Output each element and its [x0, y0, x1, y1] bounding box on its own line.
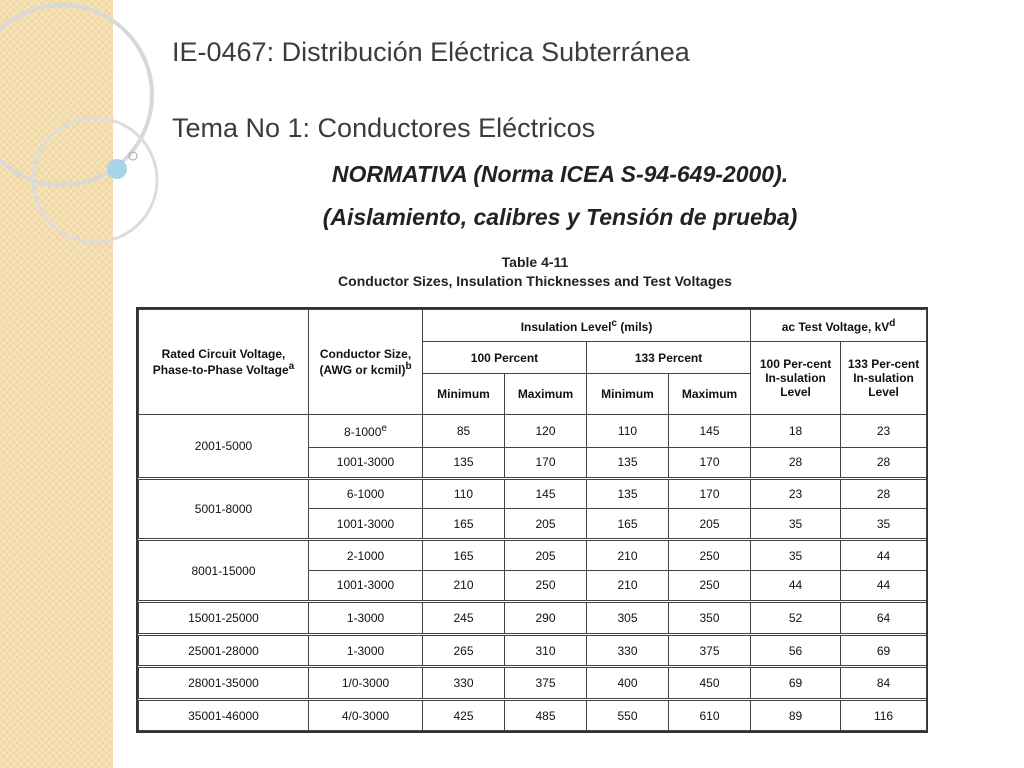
table-cell: 35 — [751, 509, 841, 540]
table-cell: 116 — [841, 700, 927, 731]
table-cell: 52 — [751, 601, 841, 634]
table-cell: 85 — [423, 415, 505, 448]
cell-voltage: 2001-5000 — [139, 415, 309, 479]
header-rated-voltage: Rated Circuit Voltage, Phase-to-Phase Voltage$^a$ — [139, 310, 309, 415]
table-cell: 205 — [505, 509, 587, 540]
table-row — [139, 415, 927, 448]
table-cell: 375 — [505, 667, 587, 700]
table-cell: 89 — [751, 700, 841, 731]
header-min-100: Minimum — [423, 374, 505, 415]
table-cell: 375 — [669, 634, 751, 667]
cell-voltage: 25001-28000 — [139, 634, 309, 667]
table-cell: 1001-3000 — [309, 509, 423, 540]
table-cell: 305 — [587, 601, 669, 634]
table-cell: 28 — [841, 447, 927, 478]
table-cell: 84 — [841, 667, 927, 700]
table-cell: 69 — [841, 634, 927, 667]
table-cell: 23 — [841, 415, 927, 448]
table-cell: 290 — [505, 601, 587, 634]
table-cell: 44 — [841, 540, 927, 571]
header-max-133: Maximum — [669, 374, 751, 415]
insulation-table — [136, 307, 928, 733]
subtitle-description: (Aislamiento, calibres y Tensión de prueba) — [322, 204, 798, 230]
table-row — [139, 700, 927, 731]
table-cell: 170 — [669, 447, 751, 478]
table-cell: 165 — [423, 540, 505, 571]
cell-voltage: 5001-8000 — [139, 478, 309, 540]
cell-voltage: 15001-25000 — [139, 601, 309, 634]
table-cell: 1001-3000 — [309, 447, 423, 478]
table-cell: 64 — [841, 601, 927, 634]
table-cell: 205 — [669, 509, 751, 540]
table-cell: 550 — [587, 700, 669, 731]
header-tv-100: 100 Per-cent In-sulation Level — [751, 342, 841, 415]
header-max-100: Maximum — [505, 374, 587, 415]
cell-voltage: 8001-15000 — [139, 540, 309, 602]
header-100-percent: 100 Percent — [423, 342, 587, 374]
table-cell: 56 — [751, 634, 841, 667]
header-min-133: Minimum — [587, 374, 669, 415]
table-row — [139, 540, 927, 571]
table-caption: Conductor Sizes, Insulation Thicknesses and Test Voltages — [338, 273, 732, 289]
table-cell: 170 — [505, 447, 587, 478]
table-cell: 35 — [751, 540, 841, 571]
slide-topic: Tema No 1: Conductores Eléctricos — [172, 113, 596, 143]
table-cell: 450 — [669, 667, 751, 700]
cell-voltage: 28001-35000 — [139, 667, 309, 700]
table-cell: 69 — [751, 667, 841, 700]
table-cell: 110 — [423, 478, 505, 509]
table-cell: 23 — [751, 478, 841, 509]
table-cell: 310 — [505, 634, 587, 667]
table-cell: 250 — [669, 571, 751, 602]
cell-voltage: 35001-46000 — [139, 700, 309, 731]
table-cell: 4/0-3000 — [309, 700, 423, 731]
table-cell: 18 — [751, 415, 841, 448]
table-cell: 165 — [587, 509, 669, 540]
table-cell: 8-1000e — [309, 415, 423, 448]
table-cell: 205 — [505, 540, 587, 571]
table-row — [139, 478, 927, 509]
table-cell: 210 — [587, 540, 669, 571]
table-cell: 170 — [669, 478, 751, 509]
table-cell: 44 — [751, 571, 841, 602]
header-conductor-size: Conductor Size, (AWG or kcmil)$^b$ — [309, 310, 423, 415]
table-cell: 28 — [841, 478, 927, 509]
table-cell: 165 — [423, 509, 505, 540]
table-cell: 610 — [669, 700, 751, 731]
table-cell: 1-3000 — [309, 634, 423, 667]
header-test-voltage: ac Test Voltage, $kV^d$ — [751, 310, 927, 342]
table-cell: 1/0-3000 — [309, 667, 423, 700]
table-cell: 145 — [505, 478, 587, 509]
table-cell: 425 — [423, 700, 505, 731]
table-cell: 1001-3000 — [309, 571, 423, 602]
table-cell: 135 — [423, 447, 505, 478]
table-cell: 145 — [669, 415, 751, 448]
table-cell: 210 — [423, 571, 505, 602]
table-cell: 135 — [587, 478, 669, 509]
table-cell: 28 — [751, 447, 841, 478]
header-insulation-level: Insulation Level$^c$ (mils) — [423, 310, 751, 342]
table-cell: 6-1000 — [309, 478, 423, 509]
table-cell: 1-3000 — [309, 601, 423, 634]
slide-title: IE-0467: Distribución Eléctrica Subterránea — [172, 37, 690, 67]
table-cell: 485 — [505, 700, 587, 731]
table-row — [139, 667, 927, 700]
table-cell: 265 — [423, 634, 505, 667]
header-133-percent: 133 Percent — [587, 342, 751, 374]
table-row — [139, 634, 927, 667]
table-cell: 110 — [587, 415, 669, 448]
table-number: Table 4-11 — [501, 254, 569, 270]
table-cell: 400 — [587, 667, 669, 700]
table-cell: 330 — [423, 667, 505, 700]
table-cell: 44 — [841, 571, 927, 602]
subtitle-normativa: NORMATIVA (Norma ICEA S-94-649-2000). — [331, 161, 789, 187]
table-cell: 350 — [669, 601, 751, 634]
table-cell: 135 — [587, 447, 669, 478]
table-row — [139, 601, 927, 634]
table-cell: 250 — [669, 540, 751, 571]
table-cell: 245 — [423, 601, 505, 634]
table-cell: 2-1000 — [309, 540, 423, 571]
table-cell: 250 — [505, 571, 587, 602]
table-cell: 120 — [505, 415, 587, 448]
table-cell: 330 — [587, 634, 669, 667]
table-cell: 35 — [841, 509, 927, 540]
table-cell: 210 — [587, 571, 669, 602]
header-tv-133: 133 Per-cent In-sulation Level — [841, 342, 927, 415]
